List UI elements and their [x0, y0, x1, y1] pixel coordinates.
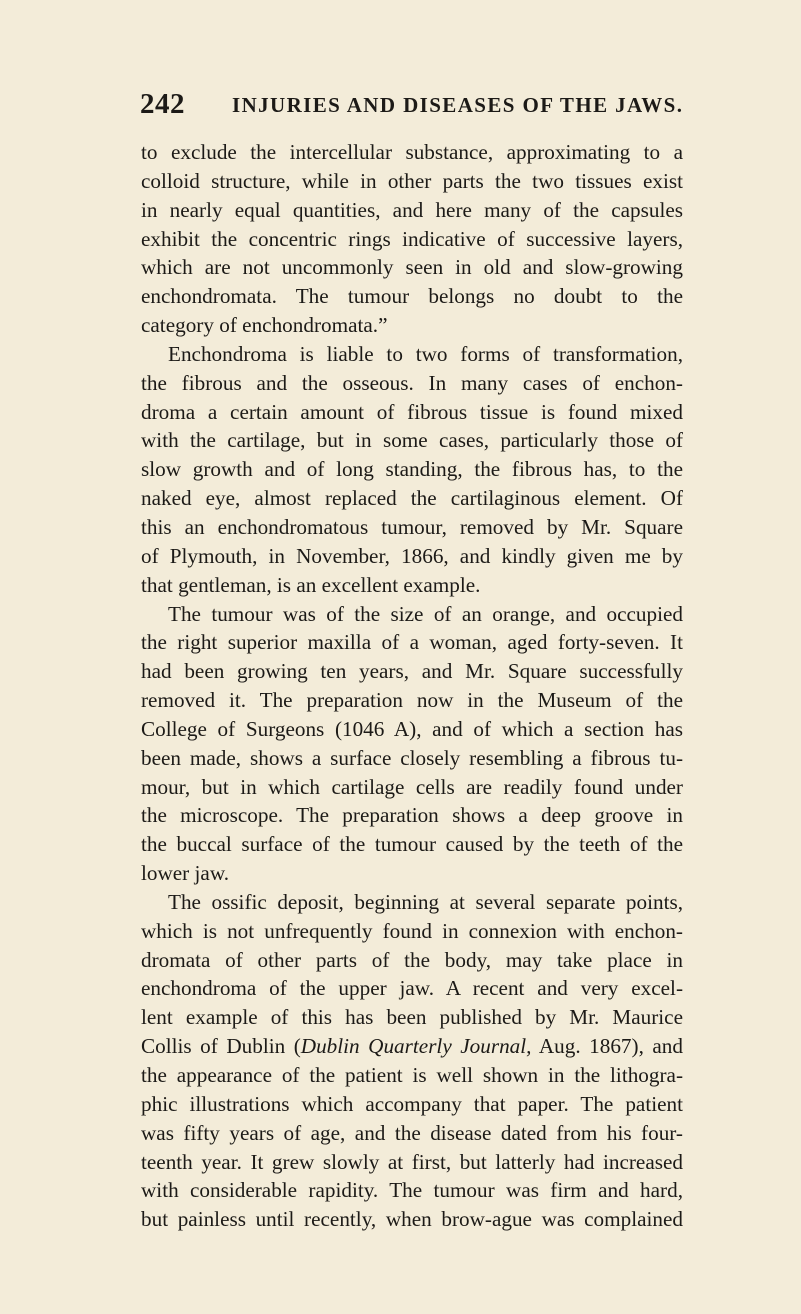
text-line: which is not unfrequently found in connexion with enchon-	[141, 918, 683, 943]
text-line: the right superior maxilla of a woman, aged forty-seven. It	[141, 630, 683, 655]
text-line: colloid structure, while in other parts the two tissues exist	[141, 168, 683, 193]
text-line: was fifty years of age, and the disease dated from his four-	[141, 1120, 683, 1145]
text-line: mour, but in which cartilage cells are readily found under	[141, 774, 683, 799]
text-line: the appearance of the patient is well shown in the lithogra-	[141, 1063, 683, 1087]
text-line: to exclude the intercellular substance, approximating to a	[141, 140, 683, 164]
text-line: but painless until recently, when brow-ague was complained	[141, 1207, 683, 1232]
text-line: of Plymouth, in November, 1866, and kindly given me by	[141, 543, 683, 568]
text-line: which are not uncommonly seen in old and slow-growing	[141, 255, 683, 280]
text-line: slow growth and of long standing, the fibrous has, to the	[141, 457, 683, 482]
text-line: Enchondroma is liable to two forms of transformation,	[168, 341, 683, 366]
text-line: category of enchondromata.”	[141, 313, 388, 338]
text-line: enchondroma of the upper jaw. A recent and very excel-	[141, 976, 683, 1001]
running-head: INJURIES AND DISEASES OF THE JAWS.	[232, 93, 684, 117]
text-line: droma a certain amount of fibrous tissue is found mixed	[141, 399, 683, 424]
text-line: The ossific deposit, beginning at several separate points,	[168, 889, 683, 914]
text-line: with considerable rapidity. The tumour was firm and hard,	[141, 1178, 683, 1203]
page-header	[140, 88, 700, 122]
text-line: had been growing ten years, and Mr. Square successfully	[141, 659, 683, 684]
text-line: the microscope. The preparation shows a deep groove in	[141, 803, 683, 828]
text-line: this an enchondromatous tumour, removed by Mr. Square	[141, 514, 683, 539]
text-line: naked eye, almost replaced the cartilaginous element. Of	[141, 486, 683, 511]
text-line: the fibrous and the osseous. In many cases of enchon-	[141, 370, 683, 395]
text-line: dromata of other parts of the body, may take place in	[141, 947, 683, 972]
page-number: 242	[140, 88, 185, 120]
body-text	[141, 138, 683, 1234]
text-line: that gentleman, is an excellent example.	[141, 572, 481, 597]
text-line	[141, 1032, 683, 1061]
text-line: with the cartilage, but in some cases, particularly those of	[141, 428, 683, 453]
text-line: enchondromata. The tumour belongs no doubt to the	[141, 284, 683, 309]
text-line: the buccal surface of the tumour caused by the teeth of the	[141, 832, 683, 857]
text-line: removed it. The preparation now in the Museum of the	[141, 688, 683, 713]
text-line: been made, shows a surface closely resembling a fibrous tu-	[141, 745, 683, 770]
text-line: teenth year. It grew slowly at first, but latterly had increased	[141, 1149, 683, 1174]
text-span: Aug. 1867), and	[531, 1034, 683, 1059]
text-line: phic illustrations which accompany that paper. The patient	[141, 1091, 683, 1116]
italic-text: Dublin Quarterly Journal,	[300, 1034, 532, 1059]
text-span: Collis of Dublin (	[141, 1034, 301, 1059]
text-line: in nearly equal quantities, and here many of the capsules	[141, 197, 683, 222]
text-line: lower jaw.	[141, 861, 230, 886]
text-line: The tumour was of the size of an orange, and occupied	[168, 601, 683, 626]
text-line: exhibit the concentric rings indicative of successive layers,	[141, 226, 683, 251]
text-line: College of Surgeons (1046 A), and of which a section has	[141, 716, 683, 741]
text-line: lent example of this has been published by Mr. Maurice	[141, 1005, 683, 1030]
